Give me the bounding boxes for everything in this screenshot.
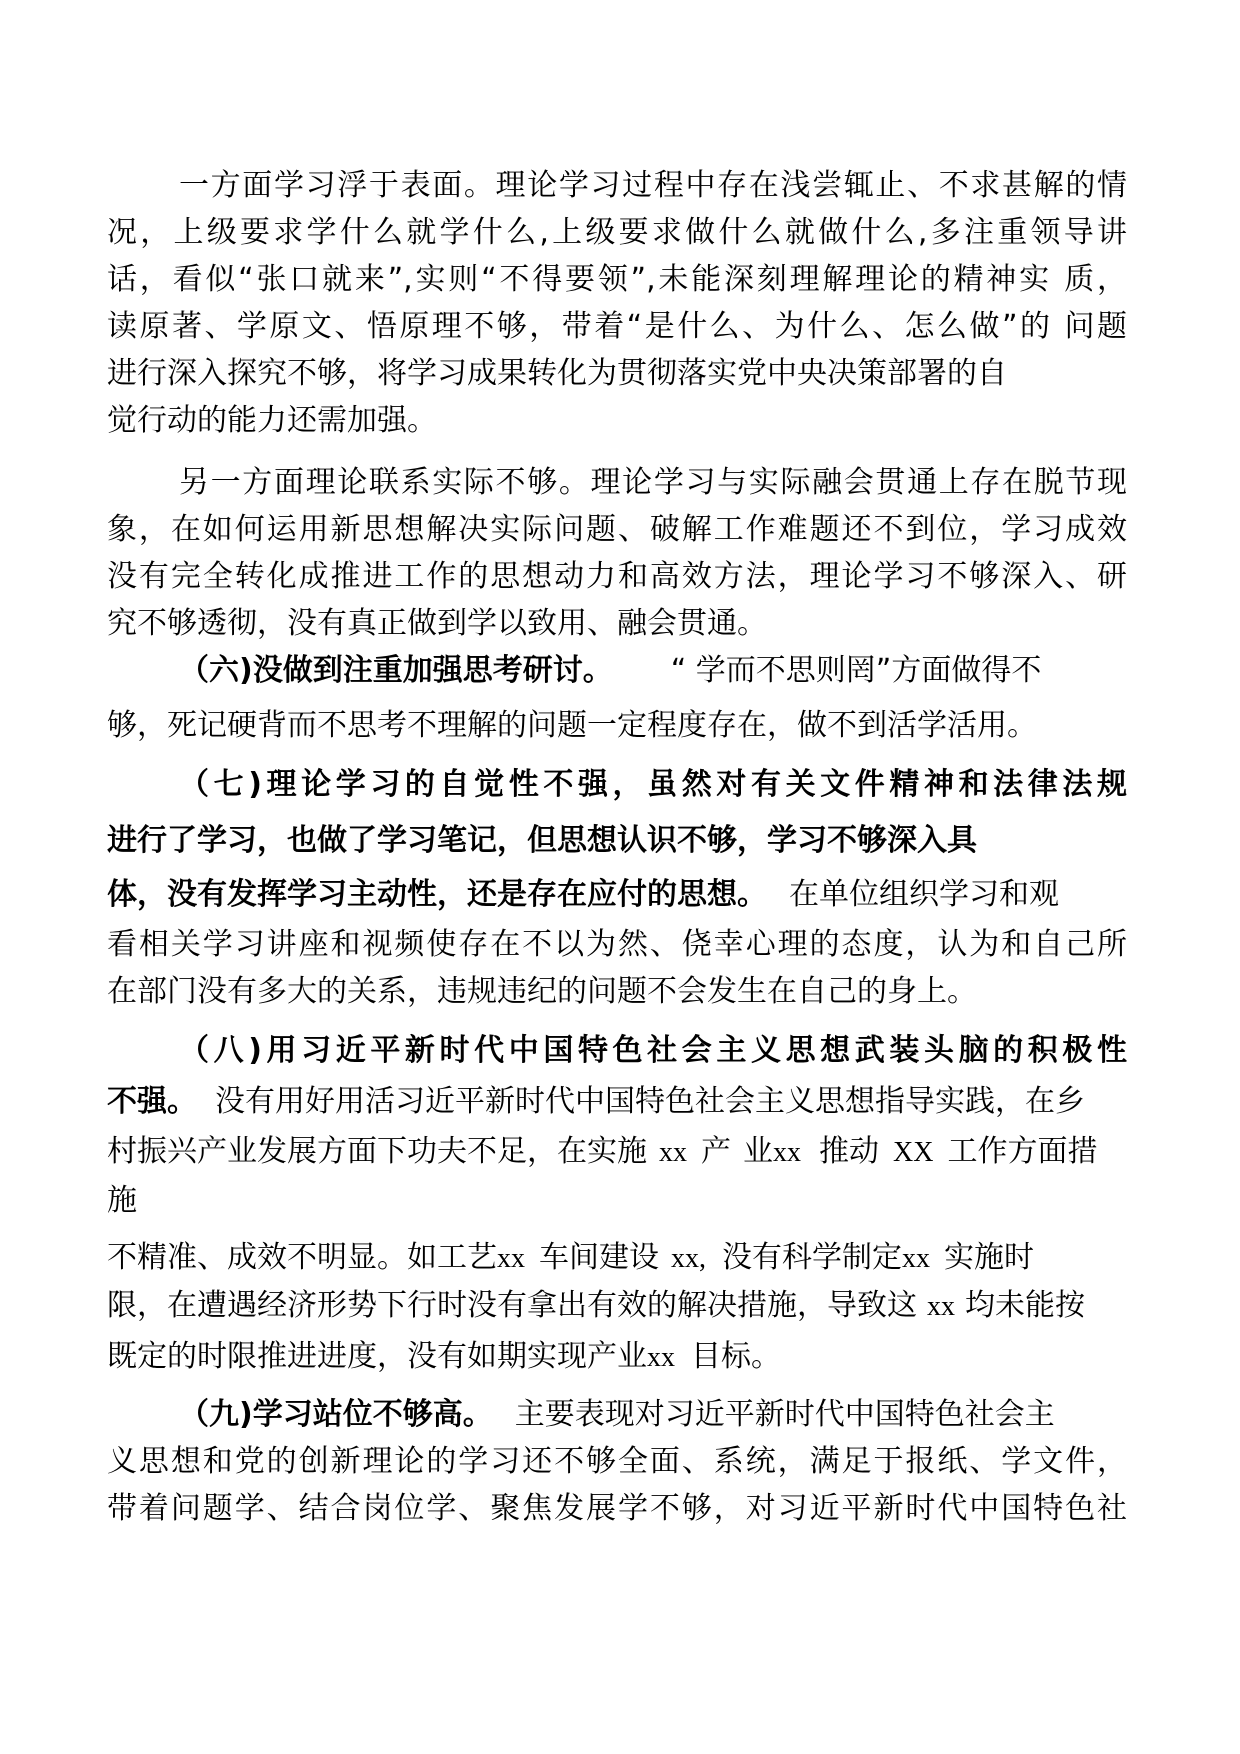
text-line <box>107 1077 1127 1127</box>
section-heading: （八)用习近平新时代中国特色社会主义思想武装头脑的积极性 <box>179 1033 1127 1068</box>
placeholder-xx: xx <box>659 1137 687 1168</box>
section-heading: （七)理论学习的自觉性不强，虽然对有关文件精神和法律法规 <box>179 767 1127 802</box>
paragraph-surface-learning <box>107 162 1127 444</box>
text-line: 施 <box>107 1183 137 1218</box>
text-line: 况，上级要求学什么就学什么,上级要求做什么就做什么,多注重领导讲 <box>107 215 1127 250</box>
placeholder-xx: xx, <box>671 1243 706 1274</box>
text-segment: 车间建设 <box>539 1240 659 1275</box>
text-line <box>107 1127 1127 1177</box>
section-heading: （九)学习站位不够高。 <box>179 1397 493 1432</box>
text-line: 在部门没有多大的关系，违规违纪的问题不会发生在自己的身上。 <box>107 974 977 1009</box>
placeholder-xx: xx <box>773 1137 801 1168</box>
text-segment: 推动 <box>819 1134 879 1169</box>
section-text: “ 学而不思则罔”方面做得不 <box>670 653 1042 688</box>
text-segment: 实施时 <box>944 1240 1034 1275</box>
text-segment: 既定的时限推进进度，没有如期实现产业 <box>107 1339 647 1374</box>
text-line: 象，在如何运用新思想解决实际问题、破解工作难题还不到位，学习成效 <box>107 512 1127 547</box>
document-body <box>107 162 1127 1532</box>
text-line <box>107 1234 1127 1281</box>
text-line: 话，看似“张口就来”,实则“不得要领”,未能深刻理解理论的精神实 质， <box>107 262 1127 297</box>
section-7 <box>107 757 1127 1015</box>
text-segment: 村振兴产业发展方面下功夫不足，在实施 <box>107 1134 647 1169</box>
text-line: 进行深入探究不够，将学习成果转化为贯彻落实党中央决策部署的自 <box>107 356 1007 391</box>
text-line: 带着问题学、结合岗位学、聚焦发展学不够，对习近平新时代中国特色社 <box>107 1491 1127 1526</box>
placeholder-xx: xx <box>902 1243 930 1274</box>
text-line <box>107 1281 1127 1331</box>
placeholder-xx: xx <box>497 1243 525 1274</box>
text-segment: 业 <box>743 1134 773 1169</box>
section-8 <box>107 1025 1127 1383</box>
text-segment: 均未能按 <box>965 1288 1085 1323</box>
text-line: 够，死记硬背而不思考不理解的问题一定程度存在，做不到活学活用。 <box>107 708 1037 743</box>
text-line: 看相关学习讲座和视频使存在不以为然、侥幸心理的态度，认为和自己所 <box>107 927 1127 962</box>
section-6 <box>107 647 1127 749</box>
section-text: 没有用好用活习近平新时代中国特色社会主义思想指导实践，在乡 <box>215 1084 1085 1119</box>
text-line <box>107 1391 1127 1438</box>
text-segment: 限，在遭遇经济形势下行时没有拿出有效的解决措施，导致这 <box>107 1288 917 1323</box>
section-heading: 进行了学习，也做了学习笔记，但思想认识不够，学习不够深入具 <box>107 823 977 858</box>
paragraph-theory-practice <box>107 459 1127 647</box>
text-line <box>107 869 1127 921</box>
section-heading: （六)没做到注重加强思考研讨。 <box>179 653 613 688</box>
section-9 <box>107 1391 1127 1532</box>
placeholder-xx: xx <box>647 1342 675 1373</box>
text-segment: 工作方面措 <box>947 1134 1098 1169</box>
placeholder-xx: XX <box>893 1137 934 1168</box>
section-heading: 体，没有发挥学习主动性，还是存在应付的思想。 <box>107 877 767 912</box>
text-line: 读原著、学原文、悟原理不够，带着“是什么、为什么、怎么做”的 问题 <box>107 309 1127 344</box>
text-line: 没有完全转化成推进工作的思想动力和高效方法，理论学习不够深入、研 <box>107 559 1127 594</box>
text-line: 觉行动的能力还需加强。 <box>107 403 437 438</box>
section-heading: 不强。 <box>107 1084 197 1119</box>
text-line: 一方面学习浮于表面。理论学习过程中存在浅尝辄止、不求甚解的情 <box>179 168 1127 203</box>
placeholder-xx: xx <box>927 1291 955 1322</box>
text-segment: 产 <box>701 1134 731 1169</box>
section-text: 在单位组织学习和观 <box>789 877 1059 912</box>
text-line <box>107 1331 1127 1383</box>
text-segment: 不精准、成效不明显。如工艺 <box>107 1240 497 1275</box>
section-text: 主要表现对习近平新时代中国特色社会主 <box>514 1397 1055 1432</box>
text-segment: 目标。 <box>691 1339 781 1374</box>
text-line: 另一方面理论联系实际不够。理论学习与实际融会贯通上存在脱节现 <box>179 465 1127 500</box>
text-line: 义思想和党的创新理论的学习还不够全面、系统，满足于报纸、学文件， <box>107 1444 1127 1479</box>
text-segment: 没有科学制定 <box>722 1240 902 1275</box>
text-line <box>107 647 1127 694</box>
text-line: 究不够透彻，没有真正做到学以致用、融会贯通。 <box>107 606 767 641</box>
